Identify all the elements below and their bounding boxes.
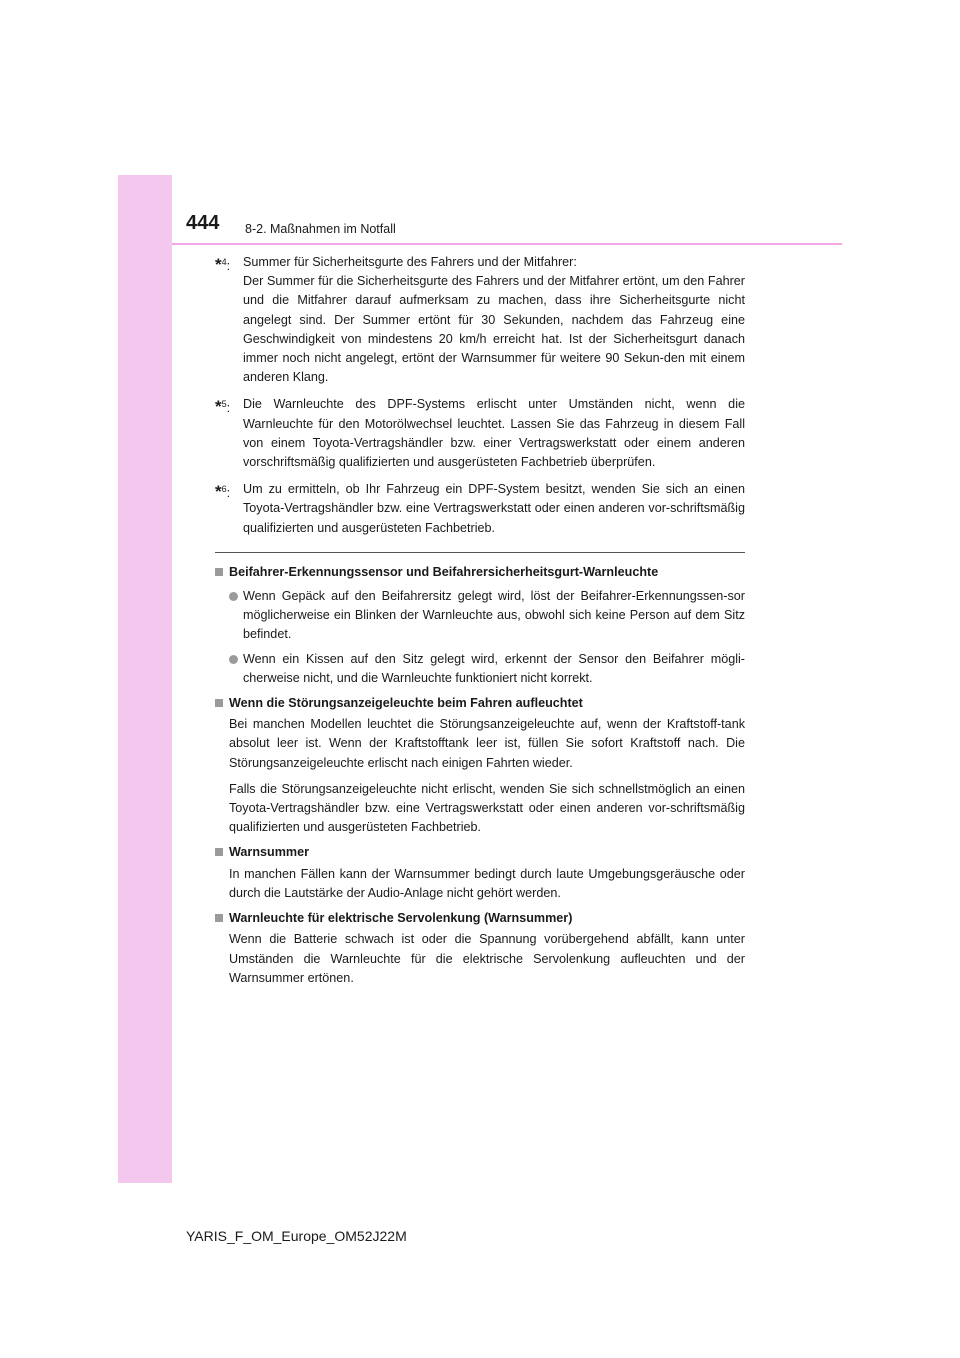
section-divider	[215, 552, 745, 553]
footnote-text: Um zu ermitteln, ob Ihr Fahrzeug ein DPF-System besitzt, wenden Sie sich an einen Toyota-Vertragshändler bzw. eine Vertragswerkstatt oder einen anderen vor-schriftsmäßig qualifizierten und ausgerüsteten Fachbetrieb.	[243, 482, 745, 535]
item-heading: Beifahrer-Erkennungssensor und Beifahrersicherheitsgurt-Warnleuchte	[215, 563, 745, 582]
item-power-steering	[215, 909, 745, 988]
footnote-marker: *$^6$:	[215, 482, 231, 502]
circle-bullet-icon	[229, 592, 238, 601]
footnote-text: Der Summer für die Sicherheitsgurte des Fahrers und der Mitfahrer ertönt, um den Fahrer und die Mitfahrer darauf aufmerksam zu machen, dass ihre Sicherheitsgurte nicht angelegt sind. Der Summer ertönt für 30 Sekunden, nachdem das Fahrzeug eine Geschwindigkeit von mindestens 20 km/h erreicht hat. Ist der Sicherheitsgurt danach immer noch nicht angelegt, ertönt der Warnsummer für weitere 90 Sekun-den mit einem anderen Klang.	[243, 274, 745, 385]
footnote-6	[215, 480, 745, 538]
square-bullet-icon	[215, 699, 223, 707]
item-body: In manchen Fällen kann der Warnsummer bedingt durch laute Umgebungsgeräusche oder durch die Lautstärke der Audio-Anlage nicht gehört werden.	[229, 866, 745, 900]
circle-bullet-icon	[229, 655, 238, 664]
footnote-marker: *$^4$:	[215, 255, 231, 275]
item-heading: Warnleuchte für elektrische Servolenkung (Warnsummer)	[215, 909, 745, 928]
item-heading: Warnsummer	[215, 843, 745, 862]
square-bullet-icon	[215, 914, 223, 922]
page-content	[215, 253, 745, 988]
side-tab-bar	[118, 175, 172, 1183]
item-body: Wenn die Batterie schwach ist oder die Spannung vorübergehend abfällt, kann unter Umständen die Warnleuchte für die elektrische Servolenkung aufleuchten und der Warnsummer ertönen.	[229, 932, 745, 985]
item-malfunction-indicator	[215, 694, 745, 837]
footnote-5	[215, 395, 745, 472]
square-bullet-icon	[215, 568, 223, 576]
item-warning-buzzer	[215, 843, 745, 903]
footnote-4	[215, 253, 745, 387]
item-passenger-sensor	[215, 563, 745, 688]
footnote-title: Summer für Sicherheitsgurte des Fahrers und der Mitfahrer:	[243, 255, 577, 269]
section-title: 8-2. Maßnahmen im Notfall	[245, 222, 396, 236]
footnote-text: Die Warnleuchte des DPF-Systems erlischt unter Umständen nicht, wenn die Warnleuchte für den Motorölwechsel leuchtet. Lassen Sie das Fahrzeug in diesem Fall von einem Toyota-Vertragshändler bzw. einer Vertragswerkstatt oder einem anderen vorschriftsmäßig qualifizierten und ausgerüsteten Fachbetrieb überprüfen.	[243, 397, 745, 470]
item-body: Bei manchen Modellen leuchtet die Störungsanzeigeleuchte auf, wenn der Kraftstoff-tank absolut leer ist. Wenn der Kraftstofftank leer ist, füllen Sie sofort Kraftstoff nach. Die Störungsanzeigeleuchte erlischt nach einigen Fahrten wieder. Falls die Störungsanzeigeleuchte nicht erlischt, wenden Sie sich schnellstmöglich an einen Toyota-Vertragshändler bzw. eine Vertragswerkstatt oder einen anderen vor-schriftsmäßig qualifizierten und ausgerüsteten Fachbetrieb.	[229, 717, 745, 835]
list-item: Wenn Gepäck auf den Beifahrersitz gelegt wird, löst der Beifahrer-Erkennungssen-sor möglicherweise ein Blinken der Warnleuchte aus, obwohl sich keine Person auf dem Sitz befindet.	[215, 587, 745, 645]
square-bullet-icon	[215, 848, 223, 856]
page-number: 444	[186, 212, 220, 234]
list-item: Wenn ein Kissen auf den Sitz gelegt wird, erkennt der Sensor den Beifahrer mögli-cherweise nicht, und die Warnleuchte funktioniert nicht korrekt.	[215, 650, 745, 688]
footnote-marker: *$^5$:	[215, 397, 231, 417]
header-rule	[172, 243, 842, 245]
footer-doc-id: YARIS_F_OM_Europe_OM52J22M	[186, 1228, 407, 1244]
item-heading: Wenn die Störungsanzeigeleuchte beim Fahren aufleuchtet	[215, 694, 745, 713]
